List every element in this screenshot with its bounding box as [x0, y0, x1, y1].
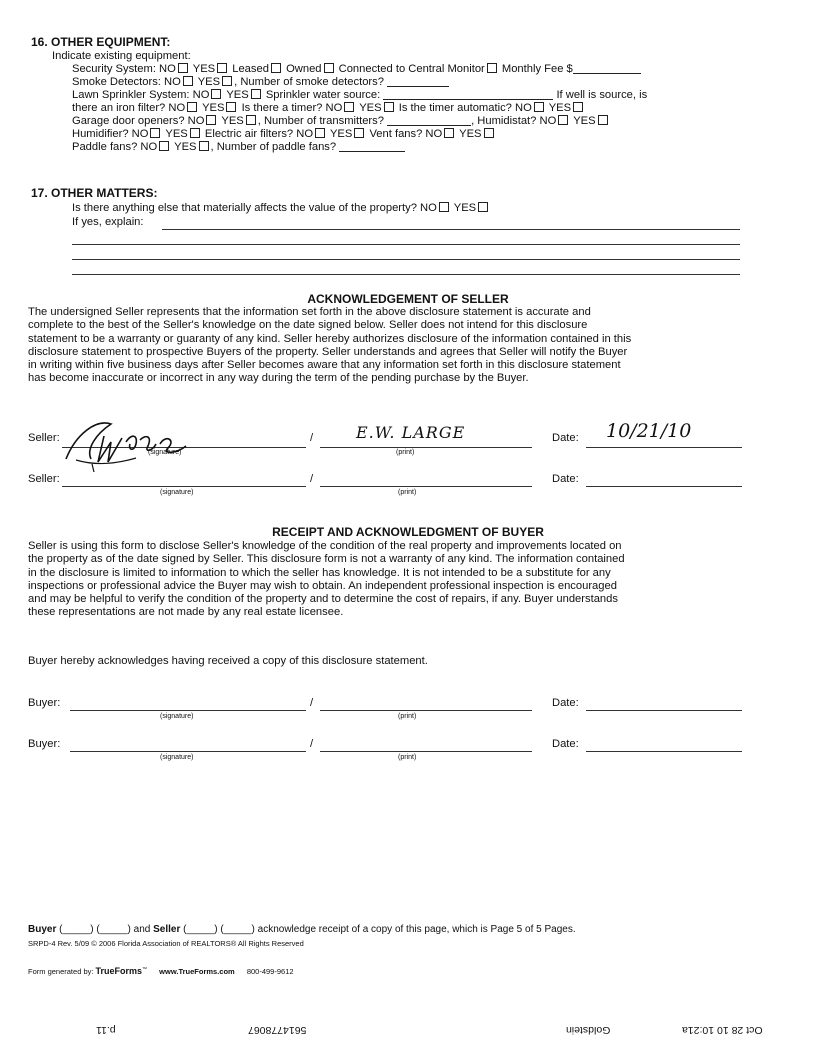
checkbox-humidistat-yes[interactable] — [598, 115, 608, 125]
seller-1-date-line[interactable] — [586, 447, 742, 448]
checkbox-humidistat-no[interactable] — [558, 115, 568, 125]
explain-line-3[interactable] — [72, 259, 740, 260]
seller-2-date-line[interactable] — [586, 486, 742, 487]
security-system-row: Security System: NO YES Leased Owned Connected to Central Monitor Monthly Fee $ — [72, 63, 641, 75]
seller-ack-body: The undersigned Seller represents that the information set forth in the above disclosure statement is accurate and complete to the best of the Seller's knowledge on the date signed below. Seller does not intend for this disclosure statement to be a warranty or guaranty of any kind. Seller hereby authorizes disclosure of the information contained in this disclosure statement to prospective Buyers of the property. Seller understands and agrees that Seller will notify the Buyer in writing within five business days after Seller becomes aware that any information set forth in this disclosure statement has become inaccurate or incorrect in any way during the term of the pending purchase by the Buyer. — [28, 306, 632, 385]
seller-1-label: Seller: — [28, 432, 60, 444]
checkbox-smoke-no[interactable] — [183, 76, 193, 86]
paddle-count-field[interactable] — [339, 141, 405, 152]
checkbox-timer-no[interactable] — [344, 102, 354, 112]
humidifier-row: Humidifier? NO YES Electric air filters? NO YES Vent fans? NO YES — [72, 128, 496, 140]
seller-2-signature-caption: (signature) — [160, 489, 194, 496]
seller-ack-title: ACKNOWLEDGEMENT OF SELLER — [307, 292, 509, 306]
buyer-2-print-line[interactable] — [320, 751, 532, 752]
trueforms-logo: TrueForms — [95, 966, 143, 976]
seller-1-signature-caption: (signature) — [148, 449, 182, 456]
seller-2-label: Seller: — [28, 473, 60, 485]
checkbox-auto-yes[interactable] — [573, 102, 583, 112]
fax-page-number: p.11 — [96, 1024, 116, 1036]
paddle-fans-row: Paddle fans? NO YES , Number of paddle fans? — [72, 141, 405, 153]
buyer-1-label: Buyer: — [28, 697, 61, 709]
buyer-2-signature-caption: (signature) — [160, 754, 194, 761]
checkbox-security-no[interactable] — [178, 63, 188, 73]
buyer-receipt-text: Buyer hereby acknowledges having received a copy of this disclosure statement. — [28, 655, 428, 667]
checkbox-matters-yes[interactable] — [478, 202, 488, 212]
checkbox-security-monitor[interactable] — [487, 63, 497, 73]
monthly-fee-field[interactable] — [573, 63, 641, 74]
seller-1-print-line[interactable] — [320, 447, 532, 448]
other-matters-question: Is there anything else that materially affects the value of the property? NO YES — [72, 202, 490, 214]
checkbox-iron-no[interactable] — [187, 102, 197, 112]
seller-1-signature — [56, 404, 206, 474]
checkbox-lawn-no[interactable] — [211, 89, 221, 99]
buyer-2-signature-line[interactable] — [70, 751, 306, 752]
buyer-1-print-caption: (print) — [398, 713, 417, 720]
seller-2-signature-line[interactable] — [62, 486, 306, 487]
checkbox-garage-yes[interactable] — [246, 115, 256, 125]
checkbox-vent-no[interactable] — [444, 128, 454, 138]
page-ack-line: Buyer (_____) (_____) and Seller (_____) (_____) acknowledge receipt of a copy of this page, which is Page 5 of 5 Pages. — [28, 924, 576, 935]
section-16-title: 16. OTHER EQUIPMENT: — [31, 35, 171, 49]
garage-row: Garage door openers? NO YES , Number of transmitters? , Humidistat? NO YES — [72, 115, 610, 127]
lawn-sprinkler-row: Lawn Sprinkler System: NO YES Sprinkler water source: If well is source, is — [72, 89, 648, 101]
checkbox-security-leased[interactable] — [271, 63, 281, 73]
explain-line-2[interactable] — [72, 244, 740, 245]
iron-filter-row: there an iron filter? NO YES Is there a timer? NO YES Is the timer automatic? NO YES — [72, 102, 585, 114]
checkbox-garage-no[interactable] — [206, 115, 216, 125]
smoke-detectors-row: Smoke Detectors: NO YES , Number of smoke detectors? — [72, 76, 449, 88]
buyer-ack-title: RECEIPT AND ACKNOWLEDGMENT OF BUYER — [272, 525, 544, 539]
explain-line-1[interactable] — [162, 229, 740, 230]
checkbox-auto-no[interactable] — [534, 102, 544, 112]
checkbox-timer-yes[interactable] — [384, 102, 394, 112]
buyer-1-signature-caption: (signature) — [160, 713, 194, 720]
checkbox-iron-yes[interactable] — [226, 102, 236, 112]
explain-label: If yes, explain: — [72, 216, 144, 228]
buyer-1-date-line[interactable] — [586, 710, 742, 711]
checkbox-paddle-no[interactable] — [159, 141, 169, 151]
fax-sender-name: Goldstein — [566, 1024, 611, 1036]
checkbox-humidifier-yes[interactable] — [190, 128, 200, 138]
buyer-2-slash: / — [310, 738, 314, 750]
section-16-intro: Indicate existing equipment: — [52, 50, 191, 62]
section-17-title: 17. OTHER MATTERS: — [31, 186, 158, 200]
buyer-1-print-line[interactable] — [320, 710, 532, 711]
seller-2-date-label: Date: — [552, 473, 579, 485]
explain-line-4[interactable] — [72, 274, 740, 275]
buyer-2-date-line[interactable] — [586, 751, 742, 752]
seller-1-slash: / — [310, 432, 314, 444]
buyer-2-label: Buyer: — [28, 738, 61, 750]
checkbox-security-yes[interactable] — [217, 63, 227, 73]
seller-1-print-name: E.W. LARGE — [356, 423, 466, 442]
checkbox-air-no[interactable] — [315, 128, 325, 138]
smoke-count-field[interactable] — [387, 76, 449, 87]
seller-1-date-value: 10/21/10 — [606, 420, 692, 442]
seller-1-print-caption: (print) — [396, 449, 415, 456]
water-source-field[interactable] — [383, 89, 553, 100]
buyer-2-date-label: Date: — [552, 738, 579, 750]
fax-phone-number: 5614778067 — [248, 1024, 307, 1036]
checkbox-vent-yes[interactable] — [484, 128, 494, 138]
transmitters-field[interactable] — [387, 115, 471, 126]
buyer-1-date-label: Date: — [552, 697, 579, 709]
seller-2-slash: / — [310, 473, 314, 485]
buyer-ack-body: Seller is using this form to disclose Seller's knowledge of the condition of the real property and improvements located on the property as of the date signed by Seller. This disclosure form is not a warranty of any kind. The information contained in the disclosure is limited to information to which the seller has knowledge. It is not intended to be a substitute for any inspections or professional advice the Buyer may wish to obtain. An independent professional inspection is encouraged and may be helpful to verify the condition of the property and to determine the cost of repairs, if any. Buyer understands these representations are not made by any real estate licensee. — [28, 540, 625, 619]
checkbox-paddle-yes[interactable] — [199, 141, 209, 151]
checkbox-humidifier-no[interactable] — [150, 128, 160, 138]
checkbox-matters-no[interactable] — [439, 202, 449, 212]
checkbox-lawn-yes[interactable] — [251, 89, 261, 99]
trueforms-phone: 800-499-9612 — [246, 967, 294, 976]
form-id: SRPD-4 Rev. 5/09 © 2006 Florida Association of REALTORS® All Rights Reserved — [28, 939, 304, 948]
buyer-1-slash: / — [310, 697, 314, 709]
form-generator: Form generated by: TrueForms™ www.TrueForms.com 800-499-9612 — [28, 966, 294, 976]
checkbox-security-owned[interactable] — [324, 63, 334, 73]
fax-timestamp: Oct 28 10 10:21a — [682, 1024, 763, 1036]
seller-2-print-line[interactable] — [320, 486, 532, 487]
buyer-2-print-caption: (print) — [398, 754, 417, 761]
checkbox-air-yes[interactable] — [354, 128, 364, 138]
seller-1-date-label: Date: — [552, 432, 579, 444]
buyer-1-signature-line[interactable] — [70, 710, 306, 711]
checkbox-smoke-yes[interactable] — [222, 76, 232, 86]
seller-2-print-caption: (print) — [398, 489, 417, 496]
trueforms-site[interactable]: www.TrueForms.com — [159, 967, 235, 976]
